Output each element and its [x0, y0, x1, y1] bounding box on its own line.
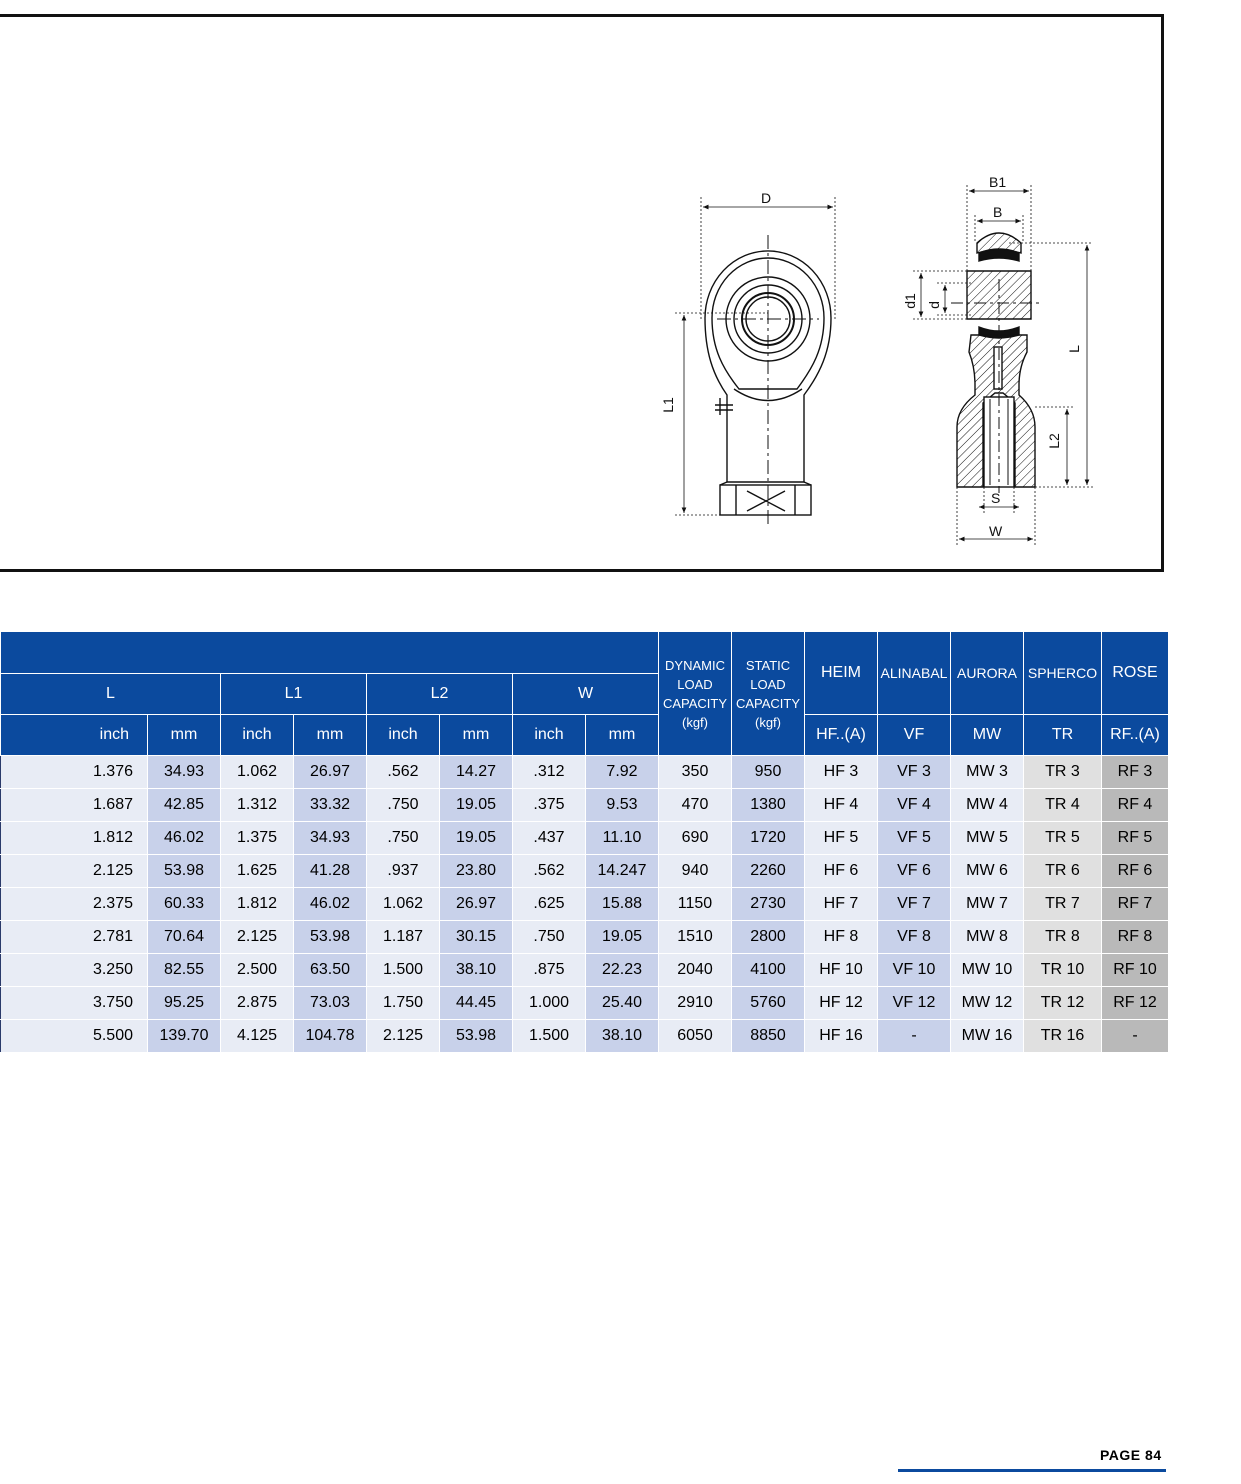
header-brand-alinabal: ALINABAL	[878, 632, 951, 715]
table-cell: 41.28	[294, 855, 367, 888]
table-cell: 44.45	[440, 987, 513, 1020]
table-cell: 30.15	[440, 921, 513, 954]
table-cell: RF 10	[1102, 954, 1169, 987]
header-group-l: L	[1, 674, 221, 715]
table-cell: 53.98	[440, 1020, 513, 1053]
table-cell: TR 3	[1024, 756, 1102, 789]
table-cell: MW 12	[951, 987, 1024, 1020]
table-cell: 4100	[732, 954, 805, 987]
header-unit: mm	[586, 715, 659, 756]
table-cell: RF 12	[1102, 987, 1169, 1020]
label-d-outer: D	[761, 190, 772, 206]
header-group-w: W	[513, 674, 659, 715]
table-cell: 1150	[659, 888, 732, 921]
header-code-spherco: TR	[1024, 715, 1102, 756]
table-cell: .625	[513, 888, 586, 921]
table-cell: 2.375	[1, 888, 148, 921]
table-cell: 1.062	[367, 888, 440, 921]
table-cell: MW 8	[951, 921, 1024, 954]
technical-drawing-frame	[0, 14, 1164, 572]
table-cell: 1.376	[1, 756, 148, 789]
table-cell: .875	[513, 954, 586, 987]
table-cell: 1.375	[221, 822, 294, 855]
table-cell: VF 3	[878, 756, 951, 789]
table-cell: .937	[367, 855, 440, 888]
label-s: S	[991, 490, 1001, 506]
dimension-d1	[913, 271, 971, 319]
table-cell: HF 5	[805, 822, 878, 855]
table-cell: VF 10	[878, 954, 951, 987]
label-w: W	[989, 523, 1003, 539]
table-cell: VF 7	[878, 888, 951, 921]
table-cell: 42.85	[148, 789, 221, 822]
table-cell: 1.750	[367, 987, 440, 1020]
table-cell: 19.05	[440, 789, 513, 822]
header-brand-aurora: AURORA	[951, 632, 1024, 715]
table-row	[1, 822, 1169, 855]
table-cell: 2.125	[221, 921, 294, 954]
label-b: B	[993, 204, 1003, 220]
table-cell: 2.125	[367, 1020, 440, 1053]
table-cell: 26.97	[294, 756, 367, 789]
side-view	[951, 233, 1043, 493]
table-cell: 1720	[732, 822, 805, 855]
table-cell: 34.93	[148, 756, 221, 789]
table-cell: 7.92	[586, 756, 659, 789]
table-cell: 2.781	[1, 921, 148, 954]
table-cell: MW 6	[951, 855, 1024, 888]
header-unit: inch	[513, 715, 586, 756]
table-row	[1, 855, 1169, 888]
table-cell: HF 10	[805, 954, 878, 987]
table-cell: VF 4	[878, 789, 951, 822]
table-cell: VF 12	[878, 987, 951, 1020]
table-cell: 2260	[732, 855, 805, 888]
table-cell: 950	[732, 756, 805, 789]
table-cell: 53.98	[294, 921, 367, 954]
header-code-rose: RF..(A)	[1102, 715, 1169, 756]
table-cell: 139.70	[148, 1020, 221, 1053]
table-cell: TR 4	[1024, 789, 1102, 822]
table-row	[1, 888, 1169, 921]
header-unit: inch	[221, 715, 294, 756]
table-cell: TR 6	[1024, 855, 1102, 888]
table-cell: RF 6	[1102, 855, 1169, 888]
table-cell: TR 5	[1024, 822, 1102, 855]
header-group-l1: L1	[221, 674, 367, 715]
label-l2: L2	[1046, 433, 1062, 449]
table-row	[1, 921, 1169, 954]
table-cell: 1.812	[1, 822, 148, 855]
table-cell: 104.78	[294, 1020, 367, 1053]
table-cell: VF 5	[878, 822, 951, 855]
header-unit: mm	[294, 715, 367, 756]
table-cell: 2040	[659, 954, 732, 987]
table-cell: 38.10	[440, 954, 513, 987]
table-cell: 1.687	[1, 789, 148, 822]
table-cell: 1.500	[513, 1020, 586, 1053]
header-group-l2: L2	[367, 674, 513, 715]
table-cell: MW 5	[951, 822, 1024, 855]
table-cell: 1510	[659, 921, 732, 954]
label-l: L	[1066, 345, 1082, 353]
table-cell: 2730	[732, 888, 805, 921]
table-cell: 690	[659, 822, 732, 855]
table-cell: 5.500	[1, 1020, 148, 1053]
table-cell: 33.32	[294, 789, 367, 822]
label-l1: L1	[660, 397, 676, 413]
header-static-load: STATIC LOAD CAPACITY (kgf)	[732, 632, 805, 756]
footer-rule	[898, 1469, 1166, 1472]
table-cell: HF 3	[805, 756, 878, 789]
table-cell: 9.53	[586, 789, 659, 822]
header-brand-heim: HEIM	[805, 632, 878, 715]
table-cell: 63.50	[294, 954, 367, 987]
table-cell: 11.10	[586, 822, 659, 855]
table-row	[1, 954, 1169, 987]
table-cell: .750	[513, 921, 586, 954]
table-cell: 70.64	[148, 921, 221, 954]
label-d-bore: d	[926, 301, 942, 309]
table-cell: 38.10	[586, 1020, 659, 1053]
table-cell: HF 8	[805, 921, 878, 954]
header-dynamic-load: DYNAMIC LOAD CAPACITY (kgf)	[659, 632, 732, 756]
table-cell: 1.187	[367, 921, 440, 954]
table-cell: TR 16	[1024, 1020, 1102, 1053]
header-code-heim: HF..(A)	[805, 715, 878, 756]
header-unit: mm	[440, 715, 513, 756]
table-cell: HF 6	[805, 855, 878, 888]
table-cell: 53.98	[148, 855, 221, 888]
table-cell: MW 4	[951, 789, 1024, 822]
table-cell: 25.40	[586, 987, 659, 1020]
table-cell: 73.03	[294, 987, 367, 1020]
table-cell: 1.625	[221, 855, 294, 888]
table-cell: HF 12	[805, 987, 878, 1020]
table-cell: -	[1102, 1020, 1169, 1053]
table-cell: MW 7	[951, 888, 1024, 921]
label-b1: B1	[989, 174, 1007, 190]
table-row	[1, 789, 1169, 822]
label-d1: d1	[902, 293, 918, 309]
table-cell: 1.812	[221, 888, 294, 921]
table-cell: .437	[513, 822, 586, 855]
table-cell: 14.247	[586, 855, 659, 888]
table-cell: .562	[513, 855, 586, 888]
table-cell: 46.02	[294, 888, 367, 921]
table-row	[1, 987, 1169, 1020]
table-cell: 23.80	[440, 855, 513, 888]
rod-end-drawing	[0, 17, 1167, 575]
rod-end-spec-table	[0, 631, 1169, 1053]
table-cell: RF 4	[1102, 789, 1169, 822]
table-cell: 60.33	[148, 888, 221, 921]
table-cell: VF 8	[878, 921, 951, 954]
table-cell: HF 16	[805, 1020, 878, 1053]
table-cell: 2800	[732, 921, 805, 954]
table-cell: 1.062	[221, 756, 294, 789]
header-code-alinabal: VF	[878, 715, 951, 756]
table-cell: MW 10	[951, 954, 1024, 987]
table-cell: HF 4	[805, 789, 878, 822]
table-cell: 350	[659, 756, 732, 789]
table-cell: -	[878, 1020, 951, 1053]
table-cell: 940	[659, 855, 732, 888]
table-cell: .562	[367, 756, 440, 789]
table-cell: 1.312	[221, 789, 294, 822]
header-unit: inch	[367, 715, 440, 756]
table-cell: HF 7	[805, 888, 878, 921]
table-cell: RF 3	[1102, 756, 1169, 789]
page-number: PAGE 84	[1100, 1447, 1162, 1463]
header-blank-band	[1, 632, 659, 674]
table-cell: MW 3	[951, 756, 1024, 789]
table-cell: RF 7	[1102, 888, 1169, 921]
table-cell: 1380	[732, 789, 805, 822]
table-cell: TR 12	[1024, 987, 1102, 1020]
front-view	[705, 235, 831, 527]
table-cell: TR 8	[1024, 921, 1102, 954]
table-cell: 14.27	[440, 756, 513, 789]
header-unit: inch	[1, 715, 148, 756]
table-cell: 34.93	[294, 822, 367, 855]
table-cell: RF 8	[1102, 921, 1169, 954]
table-cell: .750	[367, 822, 440, 855]
header-code-aurora: MW	[951, 715, 1024, 756]
table-row	[1, 1020, 1169, 1053]
table-cell: .312	[513, 756, 586, 789]
header-unit: mm	[148, 715, 221, 756]
table-cell: 5760	[732, 987, 805, 1020]
table-cell: 1.000	[513, 987, 586, 1020]
table-cell: 15.88	[586, 888, 659, 921]
table-cell: 19.05	[440, 822, 513, 855]
header-brand-spherco: SPHERCO	[1024, 632, 1102, 715]
table-cell: .375	[513, 789, 586, 822]
table-cell: 2910	[659, 987, 732, 1020]
table-cell: TR 7	[1024, 888, 1102, 921]
table-cell: 82.55	[148, 954, 221, 987]
table-cell: .750	[367, 789, 440, 822]
header-brand-rose: ROSE	[1102, 632, 1169, 715]
table-cell: MW 16	[951, 1020, 1024, 1053]
table-cell: TR 10	[1024, 954, 1102, 987]
table-cell: 8850	[732, 1020, 805, 1053]
table-cell: 2.500	[221, 954, 294, 987]
table-cell: 1.500	[367, 954, 440, 987]
table-cell: 26.97	[440, 888, 513, 921]
table-cell: 2.875	[221, 987, 294, 1020]
table-cell: 95.25	[148, 987, 221, 1020]
table-cell: 2.125	[1, 855, 148, 888]
table-cell: 6050	[659, 1020, 732, 1053]
table-cell: 22.23	[586, 954, 659, 987]
table-cell: VF 6	[878, 855, 951, 888]
table-cell: 3.750	[1, 987, 148, 1020]
table-cell: 4.125	[221, 1020, 294, 1053]
table-cell: 470	[659, 789, 732, 822]
table-cell: 3.250	[1, 954, 148, 987]
table-cell: RF 5	[1102, 822, 1169, 855]
table-row	[1, 756, 1169, 789]
table-cell: 19.05	[586, 921, 659, 954]
table-cell: 46.02	[148, 822, 221, 855]
